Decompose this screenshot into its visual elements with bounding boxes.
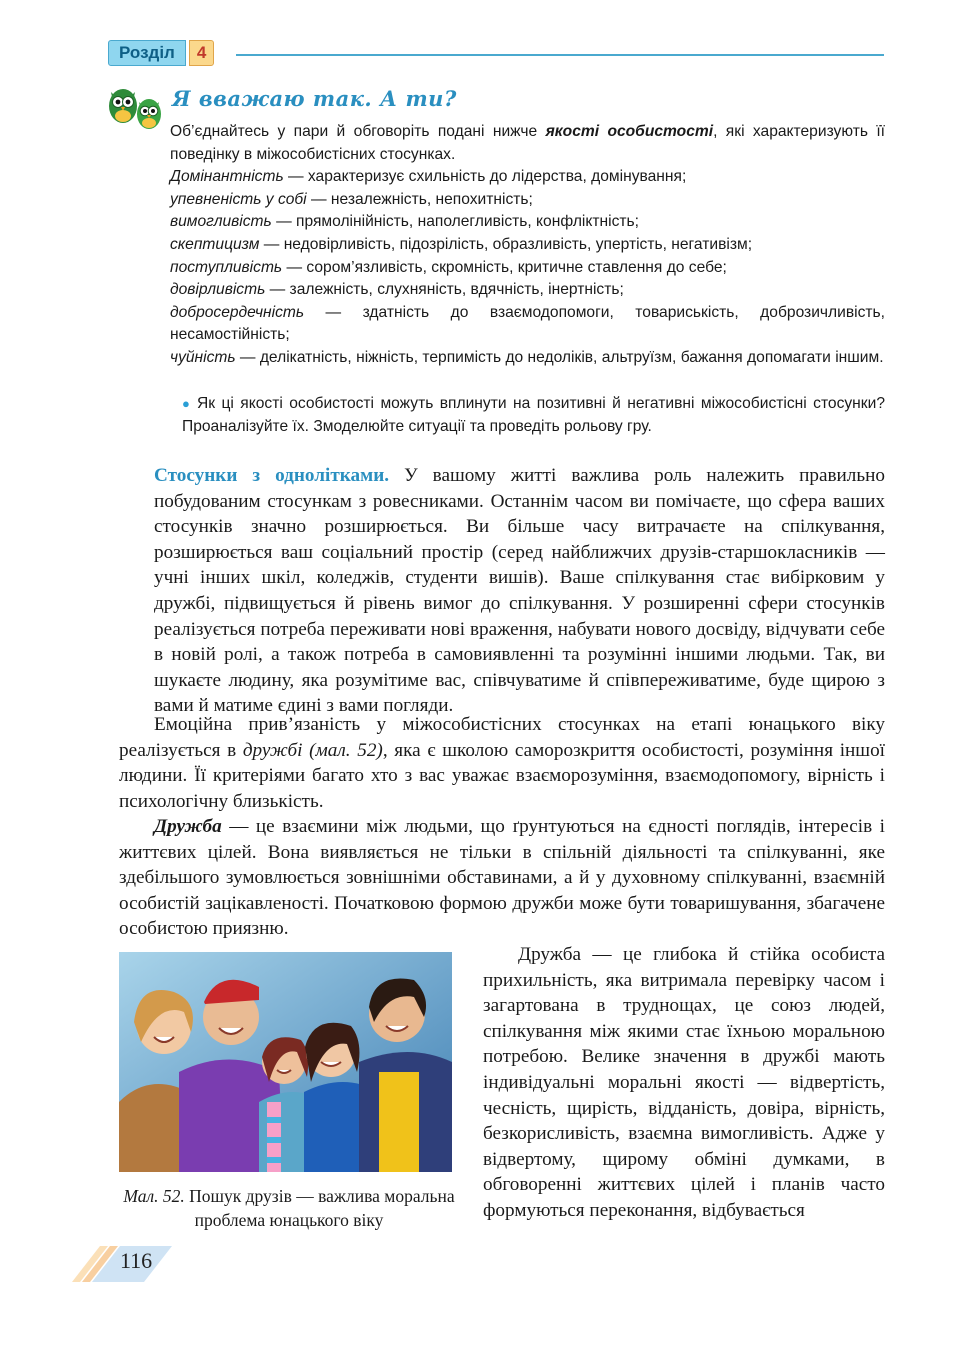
paragraph-emotional-text-end: , яка є школою саморозкриття особистості, розуміння іншої людини. Її критеріями багато хто з вас уважає взаєморозуміння, взаємодопомогу, вірність і психологічну близькість.: [119, 739, 885, 812]
quality-desc: — сором’язливість, скромність, критичне ставлення до себе;: [282, 258, 727, 276]
question-text: Як ці якості особистості можуть вплинути на позитивні й негативні міжособистісні стосунки? Проаналізуйте їх. Змоделюйте ситуації та проведіть рольову гру.: [182, 395, 885, 435]
quality-item: [170, 347, 885, 370]
owls-icon: [107, 84, 165, 134]
quality-item: [170, 211, 885, 234]
callout-intro-text-end: , які характеризують її поведінку в міжособистісних стосунках.: [170, 123, 886, 163]
quality-desc: — здатність до взаємодопомоги, товариськість, доброзичливість, несамостійність;: [170, 303, 885, 344]
callout-title: Я вважаю так. А ти?: [172, 86, 457, 111]
caption-label: Мал. 52.: [123, 1186, 185, 1206]
quality-item: [170, 302, 885, 347]
quality-desc: — характеризує схильність до лідерства, домінування;: [283, 168, 687, 186]
friends-illustration: [119, 952, 452, 1172]
paragraph-friendship-text: — це взаємини між людьми, що ґрунтуються на єдності поглядів, інтересів і життєвих цілей. Вона виявляється не тільки в спільній діяльності та спілкуванні, яке здебільшого зумовлюється зовнішніми обставинами, а й у духовному спілкуванні, взаємній особистій зацікавленості. Початковою формою дружби може бути товаришування, збагачене особистою приязню.: [119, 816, 885, 940]
quality-term: чуйність: [170, 348, 236, 366]
term-friendship: Дружба: [154, 816, 222, 837]
figure-caption: [119, 1184, 459, 1232]
page-number: 116: [120, 1248, 153, 1273]
paragraph-peers-text: У вашому житті важлива роль належить правильно побудованим стосункам з ровесниками. Останнім часом ви помічаєте, що сфера ваших стосунків значно розширюється. Ви більше часу витрачаєте на спілкування, розширюється ваш соціальний простір (серед найближчих друзів-старшокласників — учні інших шкіл, коледжів, студенти вишів). Ваше спілкування стає вибірковим у дружбі, підвищується й рівень вимог до спілкування. У розширенні сфери стосунків реалізується потреба переживати нові враження, набувати нового досвіду, відчувати себе в новій ролі, а також потреба в самовиявленні та розумінні іншими людьми. Так, ви шукаєте людину, яка розумітиме вас, співчуватиме й співпереживатиме, буде щирою з вами й матиме єдині з вами погляди.: [154, 465, 885, 717]
quality-desc: — недовірливість, підозрілість, образливість, упертість, негативізм;: [259, 235, 753, 253]
paragraph-friendship-definition: [119, 814, 885, 942]
quality-item: [170, 166, 885, 189]
quality-desc: — прямолінійність, наполегливість, конфліктність;: [271, 213, 640, 231]
quality-item: [170, 257, 885, 280]
paragraph-friendship-deep: [483, 942, 885, 1224]
quality-desc: — делікатність, ніжність, терпимість до недоліків, альтруїзм, бажання допомагати іншим.: [235, 348, 884, 366]
friends-photo: [119, 952, 452, 1172]
quality-term: скептицизм: [170, 235, 260, 253]
paragraph-emotional-text: Емоційна прив’язаність у міжособистісних стосунках на етапі юнацького віку реалізується в: [119, 714, 885, 761]
figure-reference: дружбі (мал. 52): [242, 739, 383, 761]
quality-term: довірливість: [170, 281, 266, 299]
main-text: [154, 463, 885, 719]
bullet-icon: ●: [182, 396, 192, 411]
section-label: Розділ: [108, 40, 186, 66]
quality-term: вимогливість: [170, 213, 272, 231]
section-number: 4: [189, 40, 214, 66]
question-paragraph: [182, 393, 885, 438]
callout-intro-text: Об’єднайтесь у пари й обговоріть подані нижче: [170, 123, 546, 140]
discussion-question: [182, 393, 885, 438]
quality-term: поступливість: [170, 258, 283, 276]
quality-desc: — незалежність, непохитність;: [306, 190, 533, 208]
paragraph-peers: [154, 463, 885, 719]
paragraph-friendship-deep-text: Дружба — це глибока й стійка особиста прихильність, яка витримала перевірку часом і загартована в труднощах, це союз людей, спілкування між якими стає їхньою моральною потребою. Велике значення в дружбі мають індивідуальні моральні якості — відвертість, чесність, щирість, відданість, довіра, вірність, безкорисливість, взаємна вимогливість. Адже у відвертому, щирому обміні думками, в обговоренні життєвих цілей і планів часто формуються переконання, відбувається: [483, 944, 885, 1221]
caption-text: Пошук друзів — важлива моральна проблема юнацького віку: [184, 1186, 455, 1230]
callout-text: [170, 121, 885, 370]
quality-item: [170, 279, 885, 302]
quality-term: упевненість у собі: [170, 190, 307, 208]
header-rule: [236, 54, 884, 56]
callout-intro-bold: якості особистості: [545, 123, 714, 140]
subheading-peers: Стосунки з однолітками.: [154, 465, 390, 486]
paragraph-emotional: [119, 712, 885, 814]
quality-item: [170, 234, 885, 257]
quality-term: Домінантність: [170, 168, 284, 186]
section-tab: [108, 40, 214, 66]
quality-desc: — залежність, слухняність, вдячність, інертність;: [265, 281, 624, 299]
callout-intro: [170, 121, 885, 166]
quality-item: [170, 189, 885, 212]
quality-term: добросердечність: [170, 303, 305, 321]
